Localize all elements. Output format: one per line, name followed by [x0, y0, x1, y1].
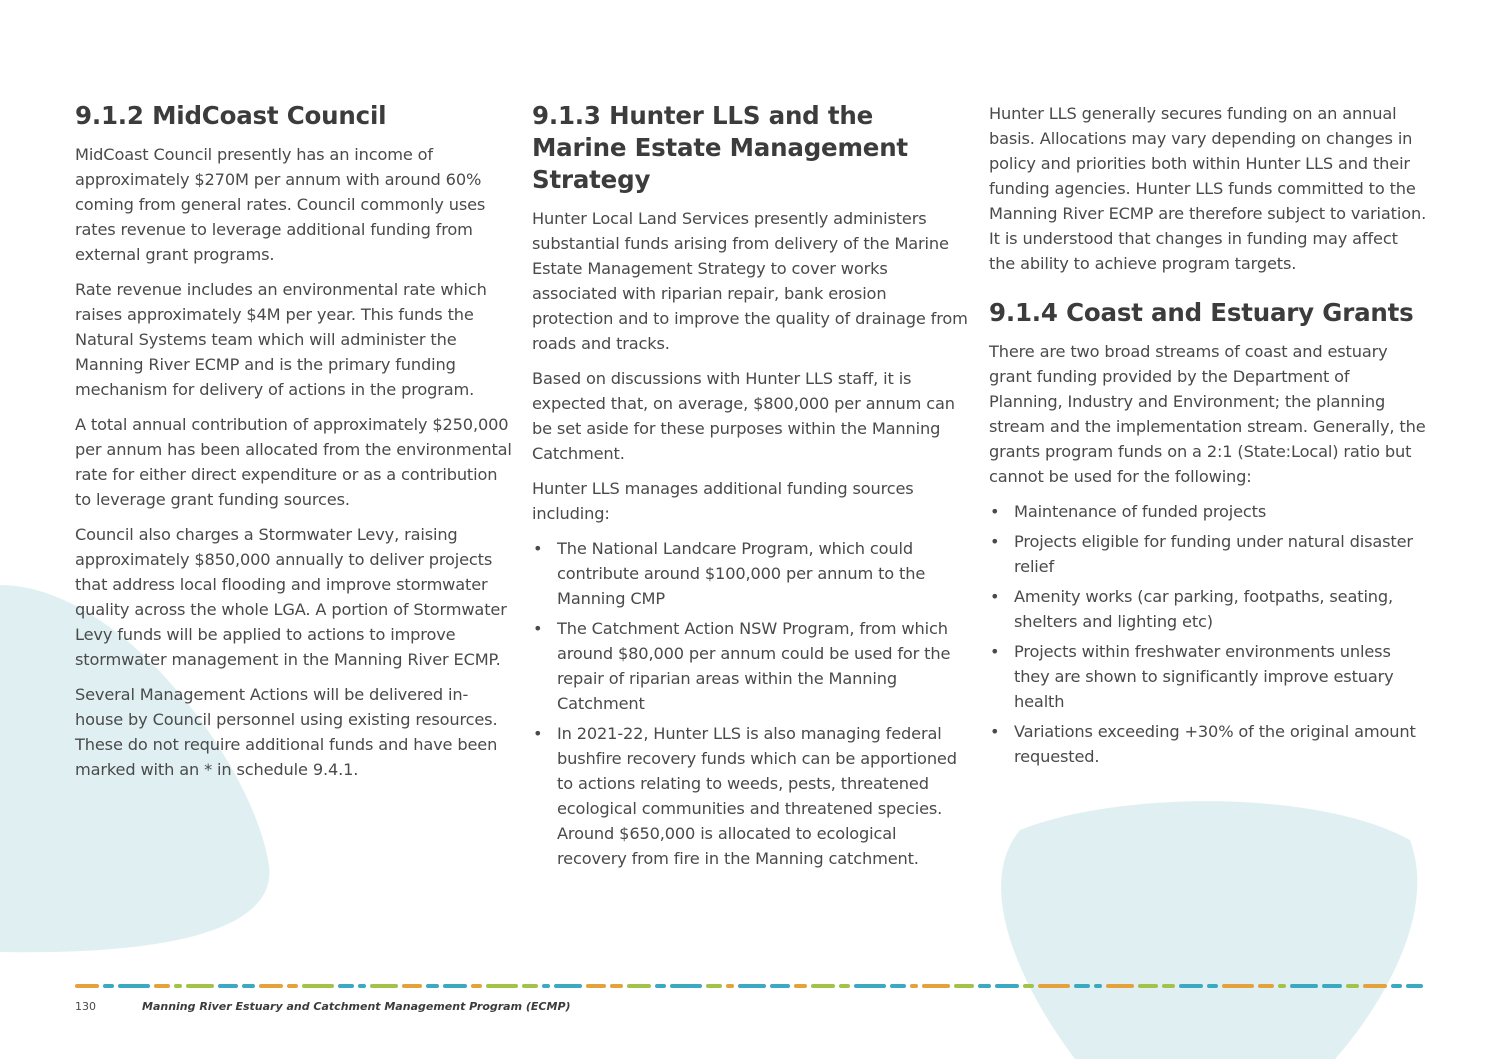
list-item: • Variations exceeding +30% of the original amount requested.	[989, 719, 1427, 769]
paragraph: Based on discussions with Hunter LLS staff, it is expected that, on average, $800,000 per annum can be set aside for these purposes within the Manning Catchment.	[532, 369, 955, 463]
decorative-blob-right	[990, 800, 1430, 1059]
paragraph: There are two broad streams of coast and estuary grant funding provided by the Department of Planning, Industry and Environment; the planning stream and the implementation stream. Generally, the grants program funds on a 2:1 (State:Local) ratio but cannot be used for the following:	[989, 342, 1426, 486]
footer-document-title: Manning River Estuary and Catchment Management Program (ECMP)	[142, 1000, 571, 1013]
list-item: • Projects eligible for funding under natural disaster relief	[989, 529, 1427, 579]
page-number: 130	[75, 1000, 96, 1013]
column-coast-estuary-grants	[989, 101, 1427, 779]
list-item: • The National Landcare Program, which could contribute around $100,000 per annum to the Manning CMP	[532, 536, 970, 611]
list-item: • Amenity works (car parking, footpaths, seating, shelters and lighting etc)	[989, 584, 1427, 634]
paragraph: Hunter LLS manages additional funding sources including:	[532, 479, 914, 523]
grant-exclusions-list	[989, 499, 1427, 769]
list-item: • In 2021-22, Hunter LLS is also managing federal bushfire recovery funds which can be apportioned to actions relating to weeds, pests, threatened ecological communities and threatened species. Around $650,000 is allocated to ecological recovery from fire in the Manning catchment.	[532, 721, 970, 871]
heading-coast-estuary-grants: 9.1.4 Coast and Estuary Grants	[989, 298, 1414, 327]
paragraph: Several Management Actions will be delivered in-house by Council personnel using existing resources. These do not require additional funds and have been marked with an * in schedule 9.4.1.	[75, 685, 498, 779]
list-item: • The Catchment Action NSW Program, from which around $80,000 per annum could be used for the repair of riparian areas within the Manning Catchment	[532, 616, 970, 716]
paragraph: A total annual contribution of approximately $250,000 per annum has been allocated from the environmental rate for either direct expenditure or as a contribution to leverage grant funding sources.	[75, 415, 512, 509]
paragraph: Council also charges a Stormwater Levy, raising approximately $850,000 annually to deliver projects that address local flooding and improve stormwater quality across the whole LGA. A portion of Stormwater Levy funds will be applied to actions to improve stormwater management in the Manning River ECMP.	[75, 525, 507, 669]
paragraph: Rate revenue includes an environmental rate which raises approximately $4M per year. This funds the Natural Systems team which will administer the Manning River ECMP and is the primary funding mechanism for delivery of actions in the program.	[75, 280, 487, 399]
funding-sources-list	[532, 536, 970, 871]
list-item: • Maintenance of funded projects	[989, 499, 1427, 524]
column-hunter-lls	[532, 100, 970, 881]
list-item: • Projects within freshwater environments unless they are shown to significantly improve estuary health	[989, 639, 1427, 714]
paragraph: MidCoast Council presently has an income of approximately $270M per annum with around 60% coming from general rates. Council commonly uses rates revenue to leverage additional funding from external grant programs.	[75, 145, 486, 264]
heading-midcoast-council: 9.1.2 MidCoast Council	[75, 101, 387, 130]
dashed-divider	[75, 980, 1423, 992]
paragraph: Hunter Local Land Services presently administers substantial funds arising from delivery of the Marine Estate Management Strategy to cover works associated with riparian repair, bank erosion protection and to improve the quality of drainage from roads and tracks.	[532, 209, 968, 353]
paragraph: Hunter LLS generally secures funding on an annual basis. Allocations may vary depending on changes in policy and priorities both within Hunter LLS and their funding agencies. Hunter LLS funds committed to the Manning River ECMP are therefore subject to variation. It is understood that changes in funding may affect the ability to achieve program targets.	[989, 104, 1427, 273]
column-midcoast-council	[75, 100, 513, 792]
heading-hunter-lls: 9.1.3 Hunter LLS and the Marine Estate Management Strategy	[532, 101, 908, 194]
